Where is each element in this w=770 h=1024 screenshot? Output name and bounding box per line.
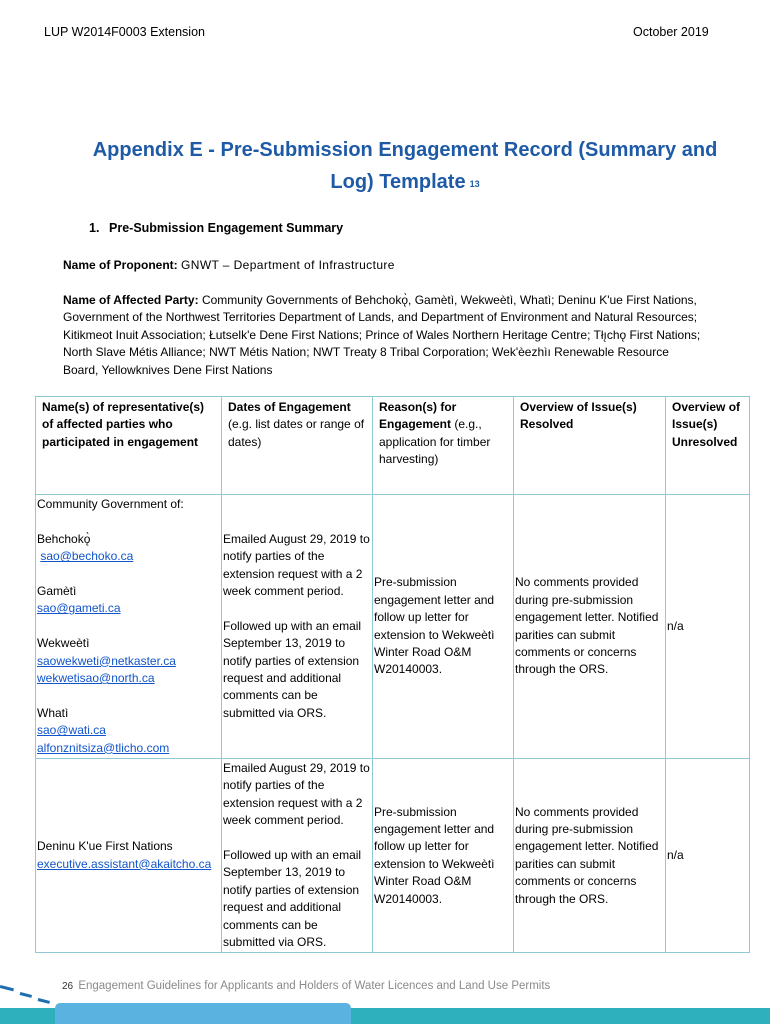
row2-dates xyxy=(222,759,373,953)
running-header-left: LUP W2014F0003 Extension xyxy=(44,25,205,39)
table-row xyxy=(36,495,750,759)
section-number: 1. xyxy=(89,221,100,235)
header-unresolved: Overview of Issue(s) Unresolved xyxy=(666,397,750,495)
decorative-dash xyxy=(20,992,32,998)
party-name: Whatì xyxy=(37,705,69,720)
party-email-link[interactable]: sao@gameti.ca xyxy=(37,601,121,616)
dates-follow-up: Followed up with an email September 13, 2019 to notify parties of extension request and additional comments can be submitted via ORS. xyxy=(223,848,362,950)
footer-tab xyxy=(55,1003,351,1024)
party-email-link[interactable]: wekwetisao@north.ca xyxy=(37,671,155,686)
row2-unresolved: n/a xyxy=(666,759,750,953)
dates-first-contact: Emailed August 29, 2019 to notify parties of the extension request with a 2 week comment period. xyxy=(223,761,370,828)
proponent-line xyxy=(63,257,703,274)
affected-party-paragraph xyxy=(63,292,703,379)
table-row xyxy=(36,759,750,953)
proponent-value: GNWT – Department of Infrastructure xyxy=(181,258,395,272)
party-email-link[interactable]: executive.assistant@akaitcho.ca xyxy=(37,856,212,871)
party-email-link[interactable]: alfonznitsiza@tlicho.com xyxy=(37,740,170,755)
party-name: Deninu K'ue First Nations xyxy=(37,839,173,854)
section-heading xyxy=(89,221,343,235)
row2-reason: Pre-submission engagement letter and follow up letter for extension to Wekweètì Winter Road O&M W20140003. xyxy=(373,759,514,953)
header-dates xyxy=(222,397,373,495)
affected-party-value: Community Governments of Behchokǫ̀, Gamètì, Wekweètì, Whatì; Deninu K'ue First Nations, Government of the Northwest Territories Department of Lands, and Department of Environment and Natural Resources; Kitikmeot Inuit Association; Łutselk'e Dene First Nations; Prince of Wales Northern Heritage Centre; Tłı̨chǫ First Nations; North Slave Métis Alliance; NWT Métis Nation; NWT Treaty 8 Tribal Corporation; Wek'èezhìı Renewable Resource Board, Yellowknives Dene First Nations xyxy=(63,293,701,377)
header-reasons xyxy=(373,397,514,495)
engagement-log-table xyxy=(35,396,750,953)
header-dates-bold: Dates of Engagement xyxy=(228,400,351,414)
row1-resolved: No comments provided during pre-submission engagement letter. Notified parities can submit comments or concerns through the ORS. xyxy=(514,495,666,759)
dates-first-contact: Emailed August 29, 2019 to notify parties of the extension request with a 2 week comment period. xyxy=(223,531,370,598)
footnote-marker: 13 xyxy=(469,179,480,189)
dates-follow-up: Followed up with an email September 13, 2019 to notify parties of extension request and additional comments can be submitted via ORS. xyxy=(223,618,362,720)
header-dates-hint: (e.g. list dates or range of dates) xyxy=(228,417,365,449)
header-representatives: Name(s) of representative(s) of affected parties who participated in engagement xyxy=(36,397,222,495)
page-title-line-2 xyxy=(60,166,750,198)
decorative-dash xyxy=(0,985,14,991)
running-header-date: October 2019 xyxy=(633,25,709,39)
page-number: 26 xyxy=(62,981,74,992)
footer-text: Engagement Guidelines for Applicants and Holders of Water Licences and Land Use Permits xyxy=(78,980,551,992)
table-header-row xyxy=(36,397,750,495)
row1-intro: Community Government of: xyxy=(37,497,184,511)
page-title-line-2-text: Log) Template xyxy=(330,171,466,193)
header-resolved: Overview of Issue(s) Resolved xyxy=(514,397,666,495)
page-footer xyxy=(62,980,550,992)
row1-dates xyxy=(222,495,373,759)
proponent-label: Name of Proponent: xyxy=(63,258,178,272)
row1-unresolved: n/a xyxy=(666,495,750,759)
row2-representatives xyxy=(36,759,222,953)
decorative-dash xyxy=(38,998,50,1004)
party-name: Wekweètì xyxy=(37,636,90,651)
party-name: Behchokǫ̀ xyxy=(37,531,91,546)
header-reasons-hint: (e.g., application for timber harvesting) xyxy=(379,417,491,467)
party-name: Gamètì xyxy=(37,584,77,598)
row1-reason: Pre-submission engagement letter and follow up letter for extension to Wekweètì Winter Road O&M W20140003. xyxy=(373,495,514,759)
party-email-link[interactable]: sao@wati.ca xyxy=(37,723,106,738)
row2-resolved: No comments provided during pre-submission engagement letter. Notified parities can submit comments or concerns through the ORS. xyxy=(514,759,666,953)
affected-party-label: Name of Affected Party: xyxy=(63,293,199,307)
section-label: Pre-Submission Engagement Summary xyxy=(109,221,344,235)
header-reasons-bold: Reason(s) for Engagement xyxy=(379,400,457,432)
page-title-line-1: Appendix E - Pre-Submission Engagement Record (Summary and xyxy=(92,139,718,161)
party-email-link[interactable]: saowekweti@netkaster.ca xyxy=(37,653,176,668)
row1-representatives xyxy=(36,495,222,759)
party-email-link[interactable]: sao@bechoko.ca xyxy=(40,549,134,564)
